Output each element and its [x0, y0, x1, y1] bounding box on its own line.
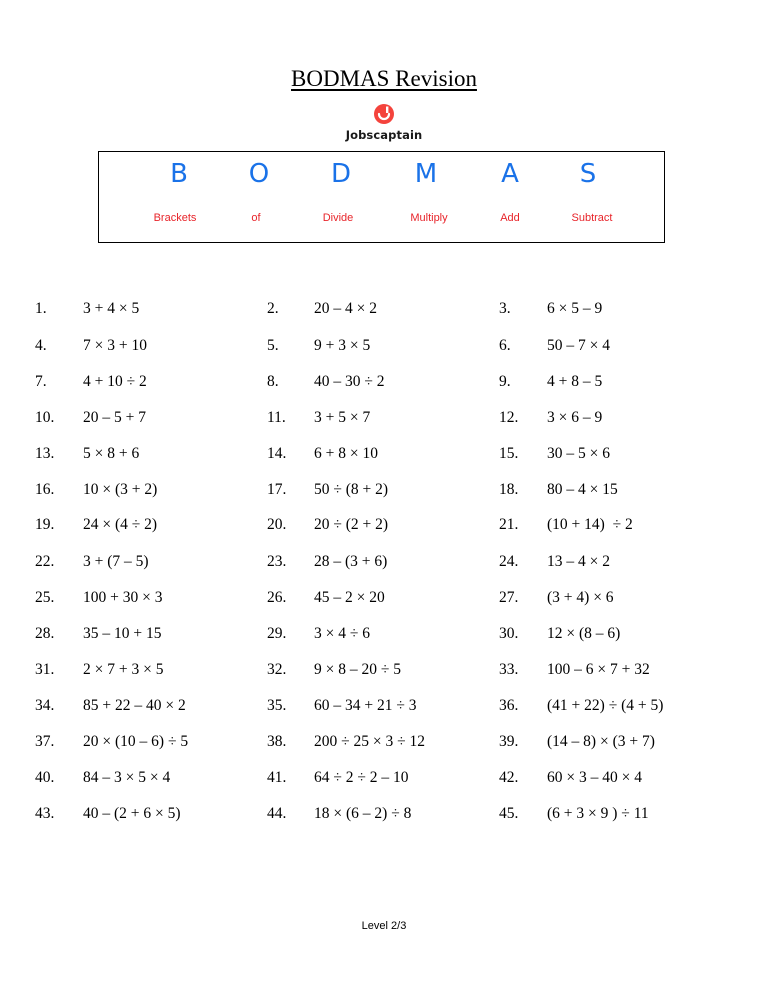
page-footer: Level 2/3: [361, 920, 407, 932]
question-expression: 40 – (2 + 6 × 5): [83, 805, 181, 822]
bodmas-word: Divide: [322, 212, 354, 224]
question-expression: 30 – 5 × 6: [547, 445, 610, 462]
question-item: [0, 481, 768, 505]
question-expression: 9 + 3 × 5: [314, 337, 371, 354]
question-number: 34.: [35, 697, 55, 714]
question-number: 28.: [35, 625, 55, 642]
question-number: 40.: [35, 769, 55, 786]
question-number: 6.: [499, 337, 511, 354]
question-item: [0, 733, 768, 757]
question-expression: 20 – 4 × 2: [314, 300, 377, 317]
jobscaptain-logo-icon: [373, 103, 395, 130]
question-item: [0, 805, 768, 829]
bodmas-letter: A: [501, 159, 519, 189]
question-item: [0, 373, 768, 397]
question-number: 14.: [267, 445, 287, 462]
bodmas-letter: O: [248, 159, 270, 189]
question-number: 33.: [499, 661, 519, 678]
question-expression: 12 × (8 – 6): [547, 625, 621, 642]
bodmas-letter: D: [330, 159, 352, 189]
question-expression: 7 × 3 + 10: [83, 337, 147, 354]
question-expression: 24 × (4 ÷ 2): [83, 516, 158, 533]
question-number: 38.: [267, 733, 287, 750]
bodmas-letter: S: [579, 159, 597, 189]
question-number: 25.: [35, 589, 55, 606]
question-expression: 84 – 3 × 5 × 4: [83, 769, 171, 786]
question-number: 2.: [267, 300, 279, 317]
bodmas-word: Subtract: [571, 212, 613, 224]
question-expression: 60 × 3 – 40 × 4: [547, 769, 642, 786]
question-expression: 4 + 8 – 5: [547, 373, 603, 390]
question-expression: 40 – 30 ÷ 2: [314, 373, 385, 390]
question-number: 36.: [499, 697, 519, 714]
question-number: 15.: [499, 445, 519, 462]
question-expression: 3 × 4 ÷ 6: [314, 625, 370, 642]
brand-name: Jobscaptain: [345, 128, 423, 142]
bodmas-word: Brackets: [153, 212, 197, 224]
question-expression: 100 – 6 × 7 + 32: [547, 661, 650, 678]
question-expression: 3 × 6 – 9: [547, 409, 603, 426]
question-number: 11.: [267, 409, 286, 426]
question-number: 24.: [499, 553, 519, 570]
question-number: 19.: [35, 516, 55, 533]
question-number: 17.: [267, 481, 287, 498]
bodmas-word: Add: [500, 212, 520, 224]
question-expression: 3 + 4 × 5: [83, 300, 140, 317]
page-title: BODMAS Revision: [291, 66, 477, 91]
question-expression: 4 + 10 ÷ 2: [83, 373, 147, 390]
question-expression: 20 – 5 + 7: [83, 409, 146, 426]
question-number: 3.: [499, 300, 511, 317]
question-expression: (14 – 8) × (3 + 7): [547, 733, 655, 750]
question-item: [0, 300, 768, 324]
question-expression: 2 × 7 + 3 × 5: [83, 661, 164, 678]
bodmas-letter: B: [170, 159, 188, 189]
bodmas-word: Multiply: [410, 212, 448, 224]
question-item: [0, 553, 768, 577]
question-expression: 20 × (10 – 6) ÷ 5: [83, 733, 189, 750]
question-number: 35.: [267, 697, 287, 714]
question-item: [0, 516, 768, 540]
question-number: 18.: [499, 481, 519, 498]
question-expression: 50 – 7 × 4: [547, 337, 610, 354]
question-expression: 64 ÷ 2 ÷ 2 – 10: [314, 769, 409, 786]
question-expression: 13 – 4 × 2: [547, 553, 610, 570]
bodmas-letter: M: [414, 159, 438, 189]
question-number: 31.: [35, 661, 55, 678]
question-expression: 60 – 34 + 21 ÷ 3: [314, 697, 417, 714]
question-expression: 50 ÷ (8 + 2): [314, 481, 389, 498]
question-item: [0, 625, 768, 649]
question-number: 1.: [35, 300, 47, 317]
question-expression: 200 ÷ 25 × 3 ÷ 12: [314, 733, 426, 750]
question-number: 30.: [499, 625, 519, 642]
question-item: [0, 661, 768, 685]
question-number: 13.: [35, 445, 55, 462]
question-number: 26.: [267, 589, 287, 606]
question-number: 8.: [267, 373, 279, 390]
question-number: 21.: [499, 516, 519, 533]
question-number: 39.: [499, 733, 519, 750]
question-expression: (3 + 4) × 6: [547, 589, 614, 606]
question-expression: (41 + 22) ÷ (4 + 5): [547, 697, 664, 714]
question-number: 7.: [35, 373, 47, 390]
question-number: 44.: [267, 805, 287, 822]
question-expression: 5 × 8 + 6: [83, 445, 140, 462]
question-item: [0, 697, 768, 721]
question-expression: 18 × (6 – 2) ÷ 8: [314, 805, 412, 822]
question-expression: 6 × 5 – 9: [547, 300, 603, 317]
bodmas-key-box: [98, 151, 665, 243]
bodmas-word: of: [251, 212, 261, 224]
question-expression: 45 – 2 × 20: [314, 589, 385, 606]
question-number: 42.: [499, 769, 519, 786]
question-expression: 3 + (7 – 5): [83, 553, 149, 570]
question-expression: (6 + 3 × 9 ) ÷ 11: [547, 805, 649, 822]
question-number: 37.: [35, 733, 55, 750]
question-number: 41.: [267, 769, 287, 786]
question-item: [0, 769, 768, 793]
question-number: 4.: [35, 337, 47, 354]
question-number: 10.: [35, 409, 55, 426]
question-item: [0, 445, 768, 469]
question-number: 20.: [267, 516, 287, 533]
question-expression: 9 × 8 – 20 ÷ 5: [314, 661, 401, 678]
question-expression: 35 – 10 + 15: [83, 625, 162, 642]
question-item: [0, 589, 768, 613]
question-number: 43.: [35, 805, 55, 822]
question-number: 29.: [267, 625, 287, 642]
brand-logo: [0, 103, 768, 142]
question-item: [0, 409, 768, 433]
question-number: 16.: [35, 481, 55, 498]
question-number: 12.: [499, 409, 519, 426]
question-item: [0, 337, 768, 361]
question-number: 32.: [267, 661, 287, 678]
question-expression: 28 – (3 + 6): [314, 553, 388, 570]
question-number: 22.: [35, 553, 55, 570]
question-number: 9.: [499, 373, 511, 390]
question-expression: 80 – 4 × 15: [547, 481, 618, 498]
question-number: 5.: [267, 337, 279, 354]
question-expression: (10 + 14) ÷ 2: [547, 516, 633, 533]
question-expression: 10 × (3 + 2): [83, 481, 158, 498]
question-number: 23.: [267, 553, 287, 570]
question-expression: 85 + 22 – 40 × 2: [83, 697, 186, 714]
question-expression: 3 + 5 × 7: [314, 409, 371, 426]
question-expression: 100 + 30 × 3: [83, 589, 163, 606]
question-number: 45.: [499, 805, 519, 822]
question-number: 27.: [499, 589, 519, 606]
question-expression: 6 + 8 × 10: [314, 445, 378, 462]
question-expression: 20 ÷ (2 + 2): [314, 516, 389, 533]
